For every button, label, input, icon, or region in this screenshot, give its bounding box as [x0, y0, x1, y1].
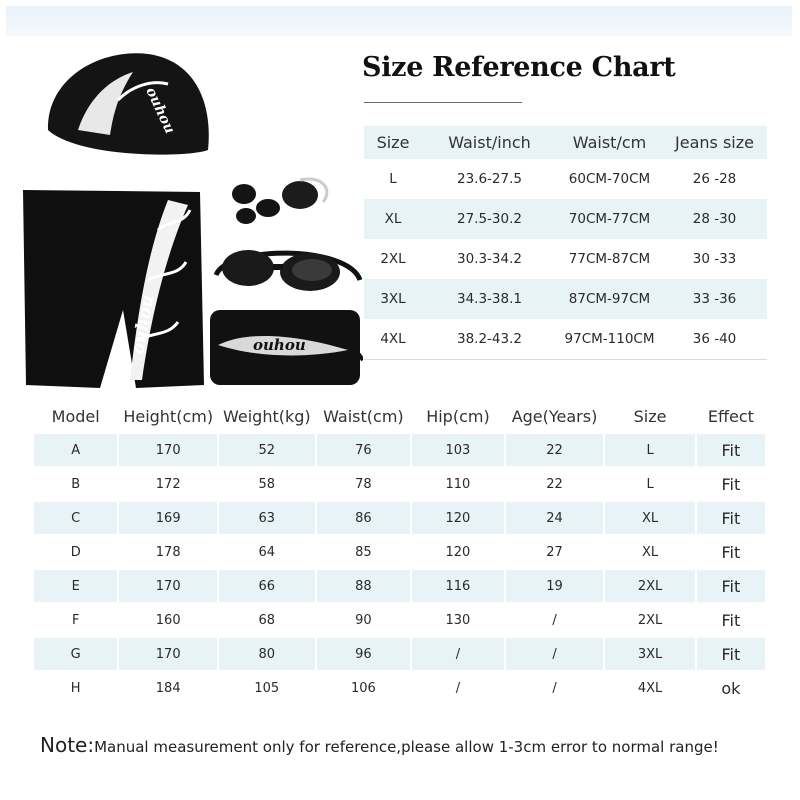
- size-table-header: [364, 126, 767, 159]
- height-cell: 160: [119, 604, 217, 636]
- model-id-cell: D: [34, 536, 117, 568]
- size-cell: 3XL: [380, 291, 406, 307]
- waist-cell: 106: [317, 672, 411, 704]
- age-cell: 19: [506, 570, 604, 602]
- height-cell: 184: [119, 672, 217, 704]
- height-cell: 178: [119, 536, 217, 568]
- waist-inch-cell: 34.3-38.1: [457, 291, 522, 307]
- age-cell: 24: [506, 502, 604, 534]
- hip-cell: 116: [412, 570, 504, 602]
- model-header-cell: Height(cm): [119, 400, 217, 432]
- hip-cell: /: [412, 672, 504, 704]
- jeans-size-cell: 36 -40: [662, 319, 767, 360]
- waist-cm-cell: 97CM-110CM: [557, 319, 662, 360]
- effect-cell: Fit: [697, 604, 765, 636]
- height-cell: 170: [119, 638, 217, 670]
- size-table-row: [364, 199, 767, 239]
- waist-cell: 85: [317, 536, 411, 568]
- hip-cell: 120: [412, 536, 504, 568]
- hip-cell: 103: [412, 434, 504, 466]
- goggles-image: [216, 250, 360, 291]
- hip-cell: /: [412, 638, 504, 670]
- earplugs-image: [232, 179, 327, 224]
- size-header-cell: Waist/inch: [448, 133, 531, 152]
- swim-cap-image: [48, 53, 209, 154]
- hip-cell: 120: [412, 502, 504, 534]
- model-table-row: [34, 570, 765, 602]
- model-id-cell: E: [34, 570, 117, 602]
- top-banner-band: [6, 6, 792, 36]
- model-id-cell: A: [34, 434, 117, 466]
- size-cell: 2XL: [605, 604, 694, 636]
- model-header-cell: Size: [605, 400, 694, 432]
- effect-cell: ok: [697, 672, 765, 704]
- age-cell: /: [506, 672, 604, 704]
- weight-cell: 52: [219, 434, 315, 466]
- swim-bag-image: [210, 310, 363, 385]
- size-table-row: [364, 239, 767, 279]
- weight-cell: 63: [219, 502, 315, 534]
- waist-cm-cell: 60CM-70CM: [568, 171, 651, 187]
- effect-cell: Fit: [697, 434, 765, 466]
- trunks-logo-text: ouhou: [128, 293, 159, 356]
- model-measurement-table: [32, 398, 767, 706]
- effect-cell: Fit: [697, 468, 765, 500]
- waist-cm-cell: 87CM-97CM: [568, 291, 651, 307]
- model-table-row: [34, 604, 765, 636]
- age-cell: /: [506, 638, 604, 670]
- size-cell: 2XL: [380, 251, 406, 267]
- size-table-row: [364, 279, 767, 319]
- waist-cell: 86: [317, 502, 411, 534]
- effect-cell: Fit: [697, 502, 765, 534]
- model-header-cell: Effect: [697, 400, 765, 432]
- model-table-row: [34, 638, 765, 670]
- model-header-cell: Age(Years): [506, 400, 604, 432]
- model-id-cell: B: [34, 468, 117, 500]
- size-cell: XL: [384, 211, 402, 227]
- hip-cell: 130: [412, 604, 504, 636]
- size-cell: 3XL: [605, 638, 694, 670]
- model-table-row: [34, 672, 765, 704]
- effect-cell: Fit: [697, 570, 765, 602]
- cap-logo-text: ouhou: [142, 84, 178, 137]
- waist-cell: 90: [317, 604, 411, 636]
- model-table-header: [34, 400, 765, 432]
- size-cell: XL: [605, 502, 694, 534]
- size-table-row: [364, 319, 767, 360]
- weight-cell: 105: [219, 672, 315, 704]
- effect-cell: Fit: [697, 638, 765, 670]
- waist-inch-cell: 27.5-30.2: [457, 211, 522, 227]
- model-table-row: [34, 468, 765, 500]
- model-table-row: [34, 434, 765, 466]
- height-cell: 169: [119, 502, 217, 534]
- waist-inch-cell: 30.3-34.2: [457, 251, 522, 267]
- model-table-row: [34, 502, 765, 534]
- note-text: Manual measurement only for reference,please allow 1-3cm error to normal range!: [94, 738, 719, 756]
- age-cell: 22: [506, 468, 604, 500]
- weight-cell: 58: [219, 468, 315, 500]
- hip-cell: 110: [412, 468, 504, 500]
- model-table-row: [34, 536, 765, 568]
- measurement-note: [40, 733, 719, 757]
- size-cell: L: [605, 434, 694, 466]
- model-table-body: [34, 434, 765, 704]
- model-id-cell: C: [34, 502, 117, 534]
- product-illustration: [18, 40, 363, 390]
- size-reference-table: [364, 126, 767, 360]
- weight-cell: 64: [219, 536, 315, 568]
- model-id-cell: G: [34, 638, 117, 670]
- weight-cell: 80: [219, 638, 315, 670]
- size-table-row: [364, 159, 767, 199]
- model-id-cell: F: [34, 604, 117, 636]
- size-cell: L: [389, 171, 397, 187]
- height-cell: 170: [119, 434, 217, 466]
- height-cell: 172: [119, 468, 217, 500]
- waist-cm-cell: 77CM-87CM: [568, 251, 651, 267]
- waist-cm-cell: 70CM-77CM: [568, 211, 651, 227]
- weight-cell: 66: [219, 570, 315, 602]
- model-header-cell: Model: [34, 400, 117, 432]
- weight-cell: 68: [219, 604, 315, 636]
- size-header-cell: Size: [376, 133, 410, 152]
- waist-inch-cell: 23.6-27.5: [457, 171, 522, 187]
- waist-cell: 76: [317, 434, 411, 466]
- size-cell: 4XL: [605, 672, 694, 704]
- title-underline: [364, 102, 522, 103]
- effect-cell: Fit: [697, 536, 765, 568]
- model-header-cell: Waist(cm): [317, 400, 411, 432]
- jeans-size-cell: 33 -36: [692, 291, 737, 307]
- size-header-cell: Jeans size: [675, 133, 754, 152]
- model-id-cell: H: [34, 672, 117, 704]
- jeans-size-cell: 28 -30: [692, 211, 737, 227]
- swim-trunks-image: [23, 190, 204, 388]
- age-cell: /: [506, 604, 604, 636]
- waist-cell: 96: [317, 638, 411, 670]
- jeans-size-cell: 30 -33: [692, 251, 737, 267]
- size-cell: L: [605, 468, 694, 500]
- jeans-size-cell: 26 -28: [692, 171, 737, 187]
- size-cell: XL: [605, 536, 694, 568]
- note-label: Note:: [40, 733, 95, 757]
- model-header-cell: Weight(kg): [219, 400, 315, 432]
- waist-cell: 78: [317, 468, 411, 500]
- age-cell: 27: [506, 536, 604, 568]
- bag-logo-text: ouhou: [253, 336, 306, 354]
- size-header-cell: Waist/cm: [572, 133, 647, 152]
- size-cell: 2XL: [605, 570, 694, 602]
- size-cell: 4XL: [364, 319, 422, 360]
- waist-cell: 88: [317, 570, 411, 602]
- age-cell: 22: [506, 434, 604, 466]
- page-title: Size Reference Chart: [362, 52, 676, 83]
- waist-inch-cell: 38.2-43.2: [422, 319, 557, 360]
- height-cell: 170: [119, 570, 217, 602]
- model-header-cell: Hip(cm): [412, 400, 504, 432]
